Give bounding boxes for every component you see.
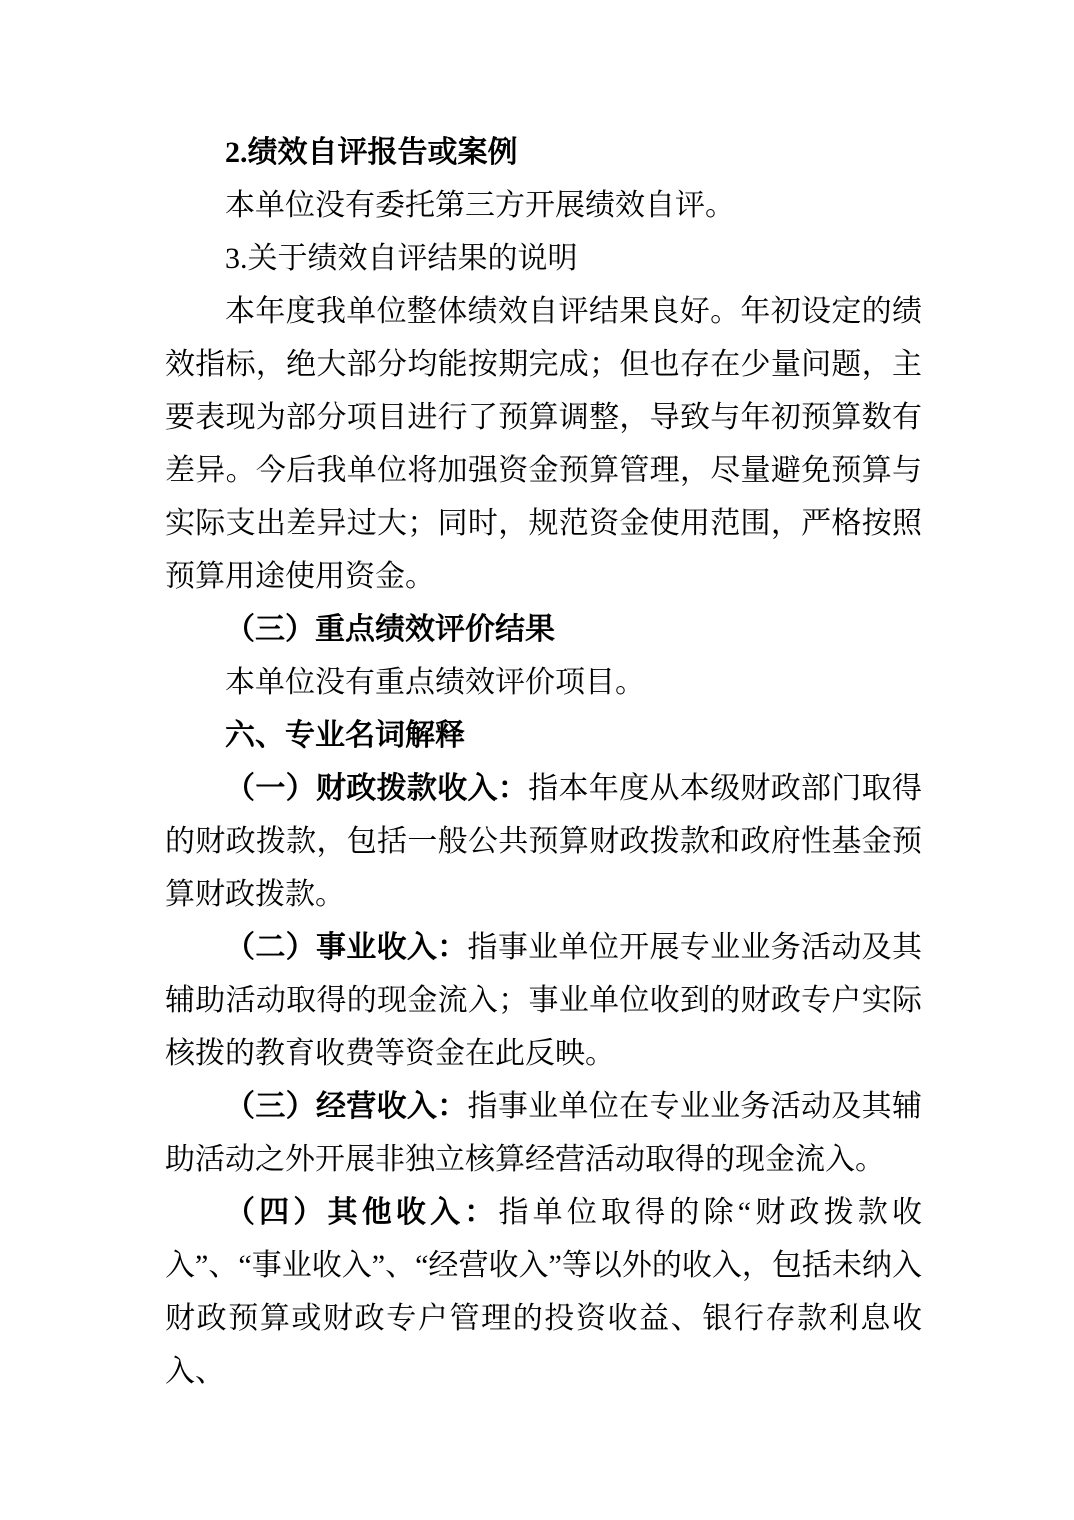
section-heading: [165, 603, 922, 656]
paragraph: [165, 179, 922, 232]
paragraph-text: 本单位没有委托第三方开展绩效自评。: [225, 189, 735, 222]
document-body: [165, 126, 922, 1398]
paragraph-text: 本单位没有重点绩效评价项目。: [225, 666, 645, 699]
chapter-heading: [165, 709, 922, 762]
paragraph-text: 指事业单位在专业业务活动及其辅助活动之外开展非独立核算经营活动取得的现金流入。: [165, 1090, 923, 1176]
numbered-heading: [165, 126, 922, 179]
term-lead: （四）其他收入：: [225, 1196, 499, 1229]
paragraph-text: 2.绩效自评报告或案例: [225, 136, 518, 169]
paragraph-text: 3.关于绩效自评结果的说明: [225, 242, 578, 275]
paragraph-text: 六、专业名词解释: [225, 719, 465, 752]
paragraph: [165, 762, 922, 921]
paragraph-text: 指事业单位开展专业业务活动及其辅助活动取得的现金流入；事业单位收到的财政专户实际核拨的教育收费等资金在此反映。: [165, 931, 923, 1070]
paragraph: [165, 285, 922, 603]
paragraph: [165, 921, 922, 1080]
paragraph-text: 指单位取得的除“财政拨款收入”、“事业收入”、“经营收入”等以外的收入，包括未纳入财政预算或财政专户管理的投资收益、银行存款利息收入、: [165, 1196, 922, 1388]
paragraph-text: 本年度我单位整体绩效自评结果良好。年初设定的绩效指标，绝大部分均能按期完成；但也存在少量问题，主要表现为部分项目进行了预算调整，导致与年初预算数有差异。今后我单位将加强资金预算管理，尽量避免预算与实际支出差异过大；同时，规范资金使用范围，严格按照预算用途使用资金。: [165, 295, 922, 593]
term-lead: （一）财政拨款收入：: [225, 772, 529, 805]
paragraph-text: 指本年度从本级财政部门取得的财政拨款，包括一般公共预算财政拨款和政府性基金预算财政拨款。: [165, 772, 923, 911]
paragraph-text: （三）重点绩效评价结果: [225, 613, 555, 646]
paragraph: [165, 1186, 922, 1398]
paragraph: [165, 1080, 922, 1186]
paragraph: [165, 656, 922, 709]
term-lead: （二）事业收入：: [225, 931, 468, 964]
term-lead: （三）经营收入：: [225, 1090, 468, 1123]
paragraph: [165, 232, 922, 285]
